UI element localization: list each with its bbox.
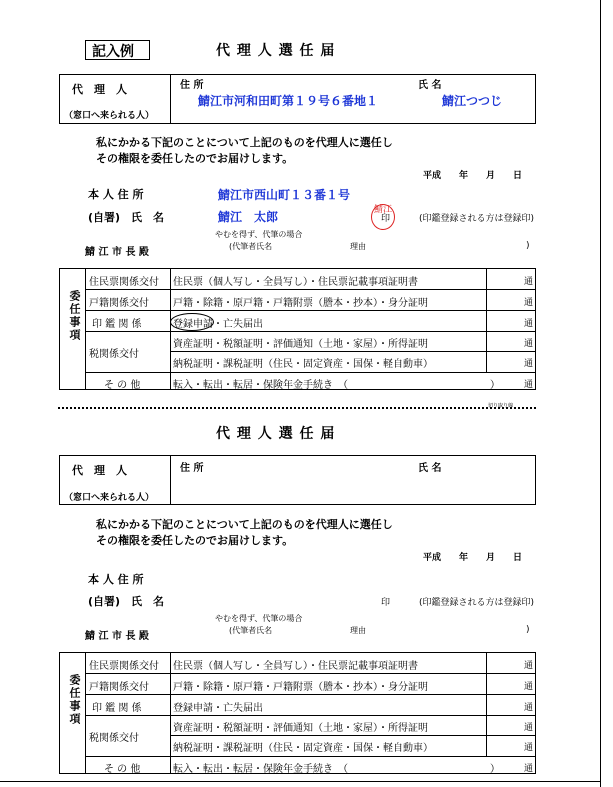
- form1-row2-category: 戸籍関係交付: [89, 298, 149, 309]
- form2-proxy-close: ): [526, 625, 530, 635]
- form1-row6-close: ）: [490, 380, 500, 391]
- form1-row2-count[interactable]: 通: [524, 298, 534, 308]
- form1-row1-count[interactable]: 通: [524, 277, 534, 287]
- form2-row3-category: 印 鑑 関 係: [92, 703, 142, 714]
- form2-agent-sub: （窓口へ来られる人）: [64, 493, 155, 503]
- form2-row4-item[interactable]: 資産証明・税額証明・評価通知（土地・家屋）・所得証明: [173, 723, 428, 734]
- page-edge-bottom: [0, 781, 601, 782]
- form1-name-value[interactable]: 鯖江つつじ: [442, 94, 503, 108]
- form2-principal-name-field[interactable]: [218, 593, 358, 607]
- form1-seal-stamp: 鯖江: [371, 204, 395, 230]
- form2-row6-count[interactable]: 通: [524, 764, 534, 774]
- form1-proxy-close: ): [526, 241, 530, 251]
- form1-row6-count[interactable]: 通: [524, 380, 534, 390]
- form2-principal-address-field[interactable]: [218, 571, 368, 585]
- cut-line: [58, 407, 536, 409]
- form2-row6-close: ）: [490, 764, 500, 775]
- form1-row5-count[interactable]: 通: [524, 359, 534, 369]
- form1-proxy-reason[interactable]: 理由: [350, 242, 366, 251]
- form1-name-label: 氏 名: [418, 80, 442, 91]
- form2-row3-item[interactable]: 登録申請・亡失届出: [173, 703, 263, 714]
- form2-title: 代 理 人 選 任 届: [216, 426, 336, 442]
- form1-row6-item[interactable]: 転入・転出・転居・保険年金手続き （: [173, 380, 348, 391]
- form2-row6-item[interactable]: 転入・転出・転居・保険年金手続き （: [173, 764, 348, 775]
- form2-proxy-reason[interactable]: 理由: [350, 626, 366, 635]
- form2-statement-2: その権限を委任したのでお届けします。: [96, 534, 294, 547]
- example-label: 記入例: [92, 44, 134, 60]
- form1-row6-category: そ の 他: [104, 380, 141, 391]
- form1-row4-count[interactable]: 通: [524, 339, 534, 349]
- form1-principal-name-value[interactable]: 鯖江 太郎: [218, 210, 279, 224]
- form1-row1-item[interactable]: 住民票（個人写し・全員写し）・住民票記載事項証明書: [173, 277, 418, 288]
- form2-address-label: 住 所: [180, 463, 204, 474]
- form1-principal-address-value[interactable]: 鯖江市西山町１３番１号: [218, 188, 351, 202]
- form2-row6-category: そ の 他: [104, 764, 141, 775]
- form1-title: 代 理 人 選 任 届: [216, 43, 336, 59]
- form1-row1-category: 住民票関係交付: [89, 277, 159, 288]
- form1-principal-name-label: (自署) 氏 名: [88, 211, 165, 224]
- form2-address-field[interactable]: [198, 475, 398, 489]
- form1-address-value[interactable]: 鯖江市河和田町第１９号６番地１: [198, 94, 379, 108]
- form2-proxy-name[interactable]: (代筆者氏名: [229, 626, 273, 635]
- form1-statement-2: その権限を委任したのでお届けします。: [96, 152, 294, 165]
- form1-row2-item[interactable]: 戸籍・除籍・原戸籍・戸籍附票（謄本・抄本）・身分証明: [173, 298, 428, 309]
- form2-statement-1: 私にかかる下記のことについて上記のものを代理人に選任し: [96, 518, 393, 531]
- form1-row5-item[interactable]: 納税証明・課税証明（住民・固定資産・国保・軽自動車）: [173, 359, 433, 370]
- form2-row1-item[interactable]: 住民票（個人写し・全員写し）・住民票記載事項証明書: [173, 661, 418, 672]
- form1-row3-category: 印 鑑 関 係: [92, 319, 142, 330]
- form2-row2-category: 戸籍関係交付: [89, 682, 149, 693]
- form1-statement-1: 私にかかる下記のことについて上記のものを代理人に選任し: [96, 136, 393, 149]
- form1-principal-address-label: 本 人 住 所: [88, 188, 144, 201]
- form2-seal-mark: 印: [381, 598, 391, 608]
- form1-seal-note: (印鑑登録される方は登録印): [419, 214, 535, 224]
- form1-agent-sub: （窓口へ来られる人）: [64, 111, 155, 121]
- form1-date[interactable]: 平成 年 月 日: [423, 171, 523, 181]
- form1-row4-category: 税関係交付: [89, 349, 139, 360]
- form2-agent-label: 代 理 人: [72, 464, 127, 477]
- form2-principal-address-label: 本 人 住 所: [88, 573, 144, 586]
- form1-address-label: 住 所: [180, 80, 204, 91]
- form2-date[interactable]: 平成 年 月 日: [423, 553, 523, 563]
- cut-line-note: 切り取り線: [488, 403, 514, 409]
- form2-row2-item[interactable]: 戸籍・除籍・原戸籍・戸籍附票（謄本・抄本）・身分証明: [173, 682, 428, 693]
- form1-seal-mark: 印: [381, 214, 391, 224]
- form2-row4-count[interactable]: 通: [524, 723, 534, 733]
- form2-name-label: 氏 名: [418, 463, 442, 474]
- form2-row3-count[interactable]: 通: [524, 703, 534, 713]
- form1-mayor: 鯖 江 市 長 殿: [85, 247, 149, 258]
- page-edge-right: [600, 0, 601, 787]
- form1-row3-count[interactable]: 通: [524, 319, 534, 329]
- form2-row5-item[interactable]: 納税証明・課税証明（住民・固定資産・国保・軽自動車）: [173, 743, 433, 754]
- form1-delegation-label: 委任事項: [68, 290, 81, 342]
- form2-row5-count[interactable]: 通: [524, 743, 534, 753]
- form1-proxy-note: やむを得ず、代筆の場合: [215, 230, 303, 239]
- form2-delegation-label: 委任事項: [68, 674, 81, 726]
- form2-name-field[interactable]: [442, 475, 522, 489]
- form1-agent-label: 代 理 人: [72, 83, 127, 96]
- form2-principal-name-label: (自署) 氏 名: [88, 595, 165, 608]
- form1-row4-item[interactable]: 資産証明・税額証明・評価通知（土地・家屋）・所得証明: [173, 339, 428, 350]
- form2-proxy-note: やむを得ず、代筆の場合: [215, 614, 303, 623]
- form2-row1-category: 住民票関係交付: [89, 661, 159, 672]
- form2-row2-count[interactable]: 通: [524, 682, 534, 692]
- form1-proxy-name[interactable]: (代筆者氏名: [229, 242, 273, 251]
- form2-row4-category: 税関係交付: [89, 733, 139, 744]
- form2-row1-count[interactable]: 通: [524, 661, 534, 671]
- form2-mayor: 鯖 江 市 長 殿: [85, 631, 149, 642]
- form2-seal-note: (印鑑登録される方は登録印): [419, 598, 535, 608]
- form1-row3-item[interactable]: 登録申請・亡失届出: [173, 319, 263, 330]
